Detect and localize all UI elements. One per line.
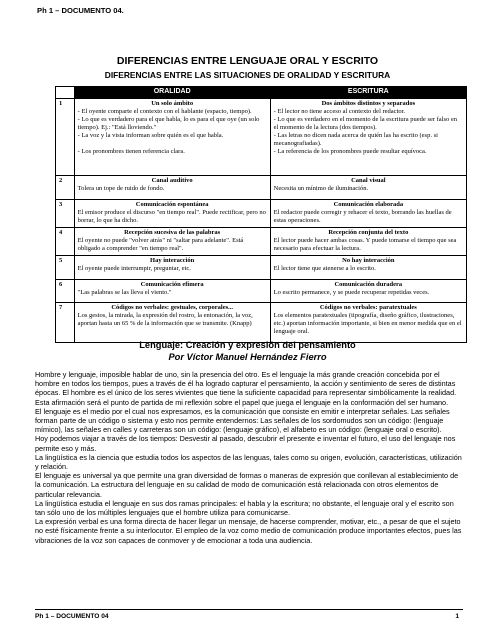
oral-cell-text: "Las palabras se las lleva el viento.": [77, 289, 172, 297]
document-header: Ph 1 – DOCUMENTO 04.: [37, 6, 124, 15]
written-cell: [270, 279, 466, 302]
written-cell-heading: Comunicación elaborada: [333, 200, 404, 208]
written-cell: [270, 175, 466, 199]
oral-cell-heading: Recepción sucesiva de las palabras: [124, 228, 221, 236]
article-author: Por Víctor Manuel Hernández Fierro: [168, 352, 327, 362]
paragraph: La expresión verbal es una forma directa de hacer llegar un mensaje, de hacerse comprender, motivar, etc., a pesar de que el sujeto no esté físicamente frente a su interlocutor. El empleo de la voz como medio de comunicación produce importantes efectos, pues las vibraciones de la voz son capaces de conmover y de emocionar a toda una audiencia.: [35, 517, 462, 545]
written-cell-heading: Dos ámbitos distintos y separados: [321, 99, 416, 107]
footer-divider: [35, 609, 463, 610]
written-cell-text: Los elementos paratextuales (tipografía, diseño gráfico, ilustraciones, etc.) aportan información importante, si bien en menor medida que en el lenguaje oral.: [273, 312, 462, 336]
table-header-row: [56, 87, 467, 99]
oral-cell-heading: Canal auditivo: [151, 176, 193, 184]
written-cell: [270, 302, 466, 342]
table-row: [56, 227, 467, 255]
oral-cell: [74, 255, 270, 279]
written-cell-text: Necesita un mínimo de iluminación.: [273, 185, 369, 193]
oral-cell-heading: Comunicación efímera: [140, 280, 204, 288]
article-body: [35, 370, 463, 545]
written-cell-text: El lector tiene que atenerse a lo escrito.: [273, 265, 376, 273]
table-row: [56, 255, 467, 279]
page-subtitle: DIFERENCIAS ENTRE LAS SITUACIONES DE ORALIDAD Y ESCRITURA: [104, 70, 391, 80]
written-cell-heading: Canal visual: [351, 176, 386, 184]
row-number: 5: [56, 255, 75, 279]
row-number: 7: [56, 302, 75, 342]
table-row: [56, 199, 467, 227]
written-cell-heading: Códigos no verbales: paratextuales: [319, 303, 417, 311]
oral-cell-text: El emisor produce el discurso "en tiempo real". Puede rectificar, pero no borrar, lo que ha dicho.: [77, 209, 266, 225]
paragraph: La lingüística es la ciencia que estudia todos los aspectos de las lenguas, tales como su origen, evolución, características, utilización y relación.: [35, 452, 462, 472]
row-number: 6: [56, 279, 75, 302]
comparison-table: [55, 86, 467, 343]
paragraph: La lingüística estudia el lenguaje en sus dos ramas principales: el habla y la escritura; no obstante, el lenguaje oral y el escrito son tan sólo uno de los múltiples lenguajes que el hombre utiliza para comunicarse.: [35, 498, 454, 518]
written-cell: [270, 227, 466, 255]
row-number: 4: [56, 227, 75, 255]
oral-cell-text: El oyente puede interrumpir, preguntar, etc.: [77, 265, 191, 273]
oral-cell: [74, 302, 270, 342]
written-cell-text: El redactor puede corregir y rehacer el texto, borrando las huellas de estas operaciones.: [273, 209, 452, 225]
row-number: 1: [56, 98, 75, 175]
oral-cell-text: Tolera un tope de ruido de fondo.: [77, 185, 165, 193]
written-cell-heading: Comunicación duradera: [334, 280, 403, 288]
written-cell-heading: Recepción conjunta del texto: [328, 228, 409, 236]
row-number: 3: [56, 199, 75, 227]
written-cell-text: - El lector no tiene acceso al contexto del redactor. - Lo que es verdadero en el momento de la escritura puede ser falso en el momento de la lectura (dos tiempos). - Las letras no dicen nada acerca de quién las ha escrito (esp. si mecanografiadas). - La referencia de los pronombres puede resultar equívoca.: [273, 108, 458, 156]
oral-cell-text: Los gestos, la mirada, la expresión del rostro, la entonación, la voz, aportan hasta un 65 % de la información que se transmite. (Knapp): [77, 312, 253, 328]
oral-cell-heading: Un solo ámbito: [151, 99, 194, 107]
page-number: 1: [455, 613, 459, 620]
written-cell: [270, 98, 466, 175]
column-header-escritura: ESCRITURA: [270, 87, 466, 99]
table-row: [56, 175, 467, 199]
oral-cell: [74, 227, 270, 255]
page-title: DIFERENCIAS ENTRE LENGUAJE ORAL Y ESCRITO: [116, 55, 379, 67]
paragraph: El lenguaje es el medio por el cual nos expresamos, es la comunicación que consiste en emitir e interpretar señales. Las señales forman parte de un código o sistema y esto nos permite entendernos: Las señales de los sordomudos son un código: (lenguaje mímico), las señales en calles y carreteras son un código: (lenguaje gráfico), el alfabeto es un código: (lenguaje oral o escrito).: [35, 406, 450, 435]
oral-cell: [74, 199, 270, 227]
article-title: Lenguaje: Creación y expresión del pensamiento: [139, 340, 356, 350]
written-cell: [270, 199, 466, 227]
column-header-oralidad: ORALIDAD: [74, 87, 270, 99]
table-row: [56, 279, 467, 302]
table-row: [56, 302, 467, 342]
paragraph: Hombre y lenguaje, imposible hablar de uno, sin la presencia del otro. Es el lenguaje la más grande creación concebida por el hombre en todos los tiempos, pues a través de él ha logrado capturar el pensamiento, la acción y sentimiento de seres de distintas épocas. El hombre es el único de los seres vivientes que tiene la suficiente capacidad para representar simbólicamente la realidad. Esta afirmación será el punto de partida de mi reflexión sobre el papel que juega el lenguaje en la conformación del ser humano.: [35, 370, 457, 407]
row-number: 2: [56, 175, 75, 199]
oral-cell-text: - El oyente comparte el contexto con el hablante (espacio, tiempo). - Lo que es verdadero para el que habla, lo es para el que oye (un solo tiempo). Ej.: "Está lloviendo." - La voz y la vista informan sobre quién es el que habla. - Los pronombres tienen referencia clara.: [77, 108, 260, 156]
oral-cell-heading: Hay interacción: [150, 256, 195, 264]
number-column-header: [56, 87, 75, 99]
paragraph: El lenguaje es universal ya que permite una gran diversidad de formas o maneras de expresión que conllevan al establecimiento de la comunicación. La estructura del lenguaje en su calidad de modo de comunicación está relacionada con otros elementos de particular relevancia.: [35, 471, 459, 499]
oral-cell-heading: Comunicación espontánea: [135, 200, 209, 208]
oral-cell: [74, 279, 270, 302]
table-row: [56, 98, 467, 175]
oral-cell: [74, 98, 270, 175]
written-cell: [270, 255, 466, 279]
paragraph: Hoy podemos viajar a través de los tiempos: Desvestir al pasado, descubrir el presente e inventar el futuro, el uso del lenguaje nos permite eso y más.: [35, 434, 456, 453]
oral-cell: [74, 175, 270, 199]
written-cell-text: Lo escrito permanece, y se puede recuperar repetidas veces.: [273, 289, 430, 297]
written-cell-heading: No hay interacción: [342, 256, 395, 264]
footer-doc-label: Ph 1 – DOCUMENTO 04: [35, 613, 109, 620]
oral-cell-heading: Códigos no verbales: gestuales, corporales...: [111, 303, 233, 311]
written-cell-text: El lector puede hacer ambas cosas. Y puede tomarse el tiempo que sea necesario para efectuar la lectura.: [273, 237, 457, 253]
oral-cell-text: El oyente no puede "volver atrás" ni "saltar para adelante". Está obligado a comprender "en tiempo real".: [77, 237, 244, 253]
